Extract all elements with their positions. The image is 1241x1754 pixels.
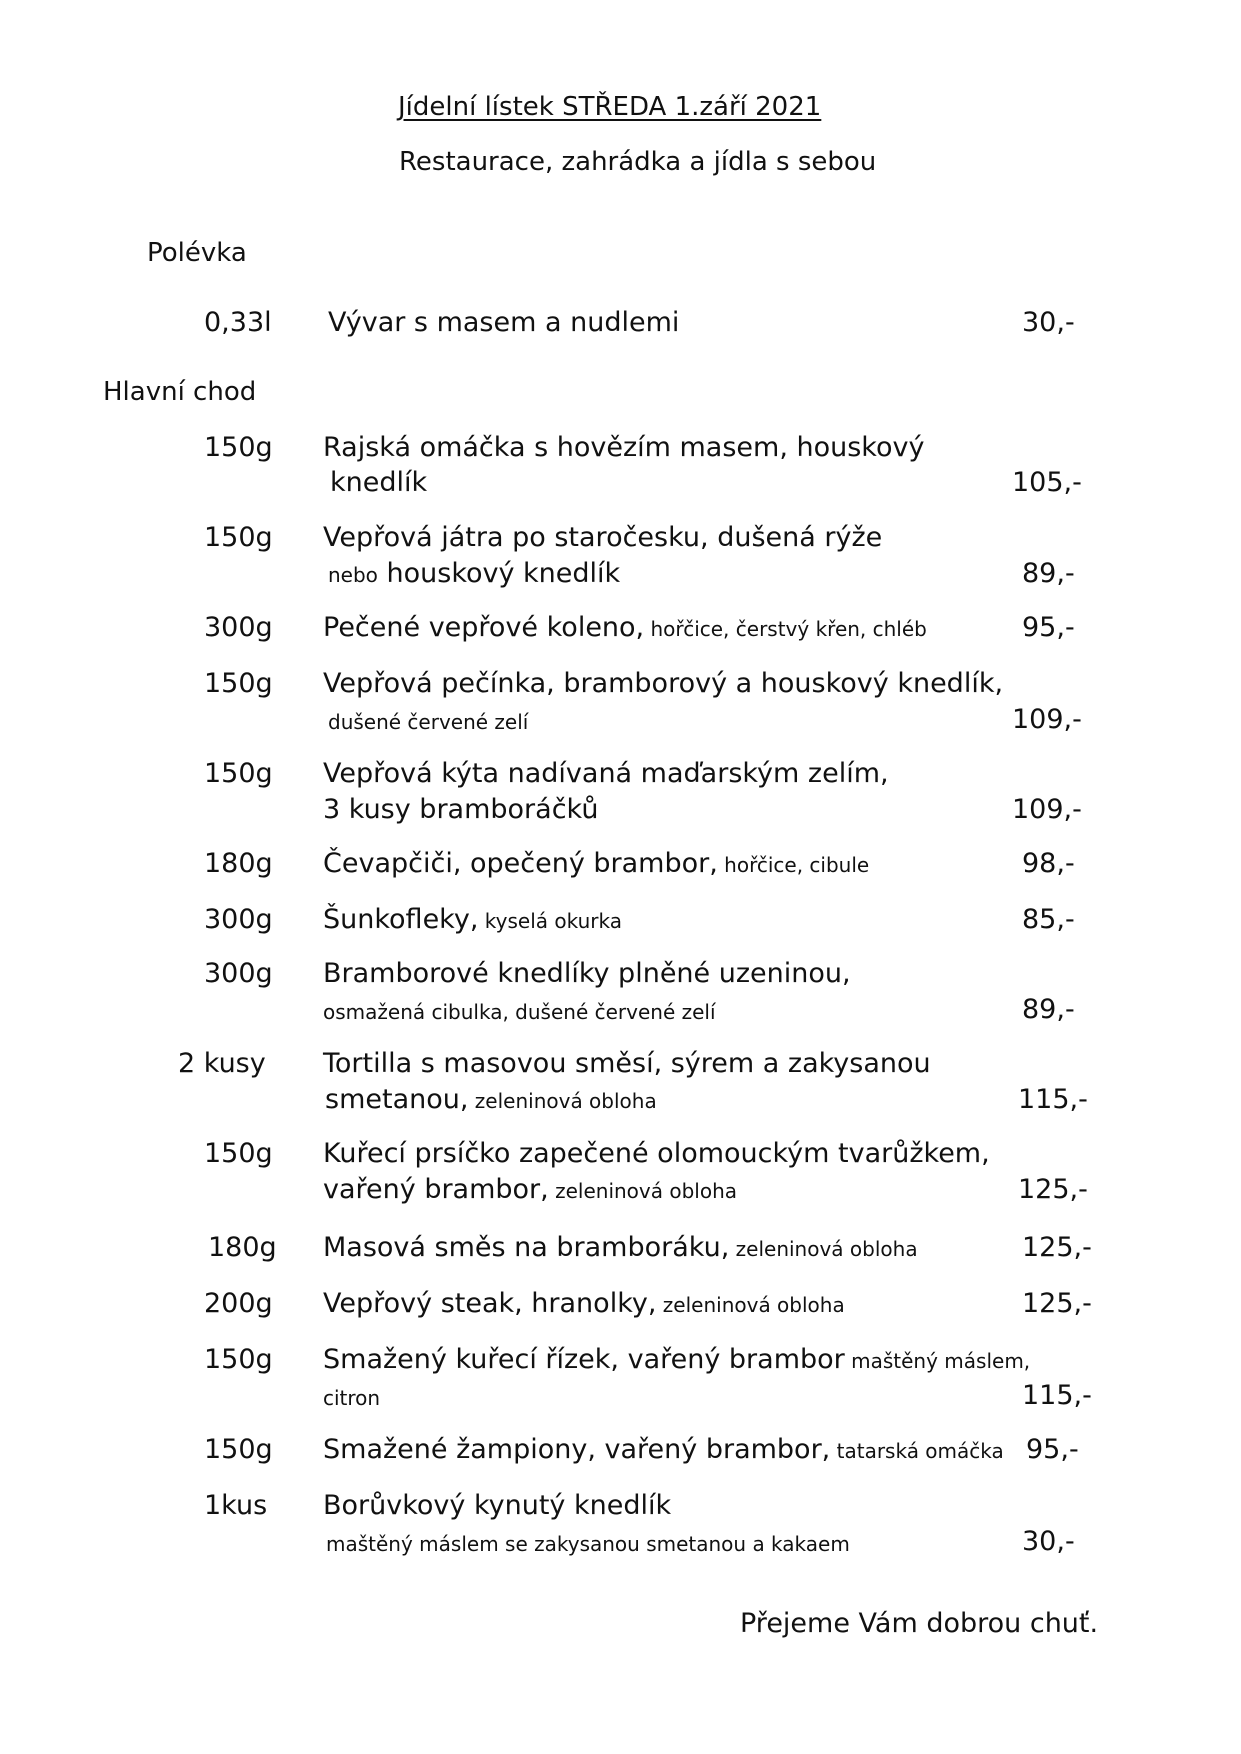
item-price: 30,-: [1022, 307, 1075, 338]
item-quantity: 150g: [204, 668, 273, 699]
item-price: 105,-: [1012, 467, 1082, 498]
item-note: zeleninová obloha: [729, 1237, 918, 1261]
item-quantity: 0,33l: [204, 307, 272, 338]
item-quantity: 150g: [204, 432, 273, 463]
item-name: Tortilla s masovou směsí, sýrem a zakysanou: [323, 1048, 931, 1079]
item-price: 115,-: [1022, 1380, 1092, 1411]
item-name: Rajská omáčka s hovězím masem, houskový: [323, 432, 925, 463]
item-name-continued: [325, 1084, 657, 1115]
section-heading-main: Hlavní chod: [103, 377, 257, 407]
item-quantity: 150g: [204, 1434, 273, 1465]
item-quantity: 2 kusy: [178, 1048, 266, 1079]
item-quantity: 150g: [204, 1138, 273, 1169]
item-note-continued: citron: [323, 1386, 381, 1410]
item-price: 89,-: [1022, 558, 1075, 589]
item-name: Borůvkový kynutý knedlík: [323, 1490, 672, 1521]
item-main: Masová směs na bramboráku,: [323, 1232, 730, 1263]
item-name: Vývar s masem a nudlemi: [328, 307, 680, 338]
item-note: osmažená cibulka, dušené červené zelí: [323, 1000, 716, 1024]
item-quantity: 150g: [204, 758, 273, 789]
item-name: Vepřová játra po staročesku, dušená rýže: [323, 522, 883, 553]
item-note: dušené červené zelí: [328, 710, 529, 734]
item-name: [323, 848, 869, 879]
item-name: [323, 1434, 1004, 1465]
item-name: Bramborové knedlíky plněné uzeninou,: [323, 958, 851, 989]
item-note: tatarská omáčka: [830, 1439, 1004, 1463]
item-note: kyselá okurka: [478, 909, 622, 933]
item-quantity: 180g: [204, 848, 273, 879]
item-quantity: 150g: [204, 522, 273, 553]
item-price: 98,-: [1022, 848, 1075, 879]
item-note: maštěný máslem,: [844, 1349, 1031, 1373]
item-quantity: 180g: [208, 1232, 277, 1263]
item-name: [323, 1232, 918, 1263]
item-note: hořčice, čerstvý křen, chléb: [644, 617, 927, 641]
item-side: vařený brambor,: [323, 1174, 549, 1205]
item-price: 85,-: [1022, 904, 1075, 935]
item-side: houskový knedlík: [377, 558, 621, 589]
item-price: 89,-: [1022, 994, 1075, 1025]
item-name: Vepřová pečínka, bramborový a houskový knedlík,: [323, 668, 1004, 699]
item-quantity: 300g: [204, 612, 273, 643]
item-price: 109,-: [1012, 794, 1082, 825]
section-heading-soup: Polévka: [147, 238, 247, 268]
item-main: Pečené vepřové koleno,: [323, 612, 645, 643]
page-title: Jídelní lístek STŘEDA 1.září 2021: [398, 92, 822, 122]
item-quantity: 150g: [204, 1344, 273, 1375]
item-name: [323, 1288, 845, 1319]
closing-wish: Přejeme Vám dobrou chuť.: [740, 1608, 1099, 1639]
item-price: 125,-: [1022, 1288, 1092, 1319]
item-side: smetanou,: [325, 1084, 469, 1115]
item-name: Kuřecí prsíčko zapečené olomouckým tvarůžkem,: [323, 1138, 990, 1169]
item-name-continued: [323, 1174, 737, 1205]
item-note: zeleninová obloha: [468, 1089, 657, 1113]
item-name-continued: 3 kusy bramboráčků: [323, 794, 599, 825]
item-note: maštěný máslem se zakysanou smetanou a kakaem: [326, 1532, 850, 1556]
item-name: [323, 612, 927, 643]
item-name: Vepřová kýta nadívaná maďarským zelím,: [323, 758, 889, 789]
item-quantity: 300g: [204, 958, 273, 989]
item-main: Čevapčiči, opečený brambor,: [323, 848, 718, 879]
item-name-continued: knedlík: [330, 467, 428, 498]
item-price: 95,-: [1026, 1434, 1079, 1465]
item-main: Vepřový steak, hranolky,: [323, 1288, 657, 1319]
item-price: 115,-: [1018, 1084, 1088, 1115]
item-name: [323, 1344, 1030, 1375]
item-main: Šunkofleky,: [323, 904, 479, 935]
item-price: 109,-: [1012, 704, 1082, 735]
item-name: [323, 904, 622, 935]
item-main: Smažený kuřecí řízek, vařený brambor: [323, 1344, 845, 1375]
item-quantity: 1kus: [204, 1490, 268, 1521]
item-price: 125,-: [1022, 1232, 1092, 1263]
item-note: zeleninová obloha: [656, 1293, 845, 1317]
item-price: 95,-: [1022, 612, 1075, 643]
item-name-continued: [328, 558, 620, 589]
item-note: nebo: [328, 563, 378, 587]
item-main: Smažené žampiony, vařený brambor,: [323, 1434, 831, 1465]
page-subtitle: Restaurace, zahrádka a jídla s sebou: [399, 147, 877, 177]
item-note: hořčice, cibule: [717, 853, 870, 877]
item-quantity: 200g: [204, 1288, 273, 1319]
item-price: 125,-: [1018, 1174, 1088, 1205]
item-note: zeleninová obloha: [548, 1179, 738, 1203]
item-quantity: 300g: [204, 904, 273, 935]
item-price: 30,-: [1022, 1526, 1075, 1557]
